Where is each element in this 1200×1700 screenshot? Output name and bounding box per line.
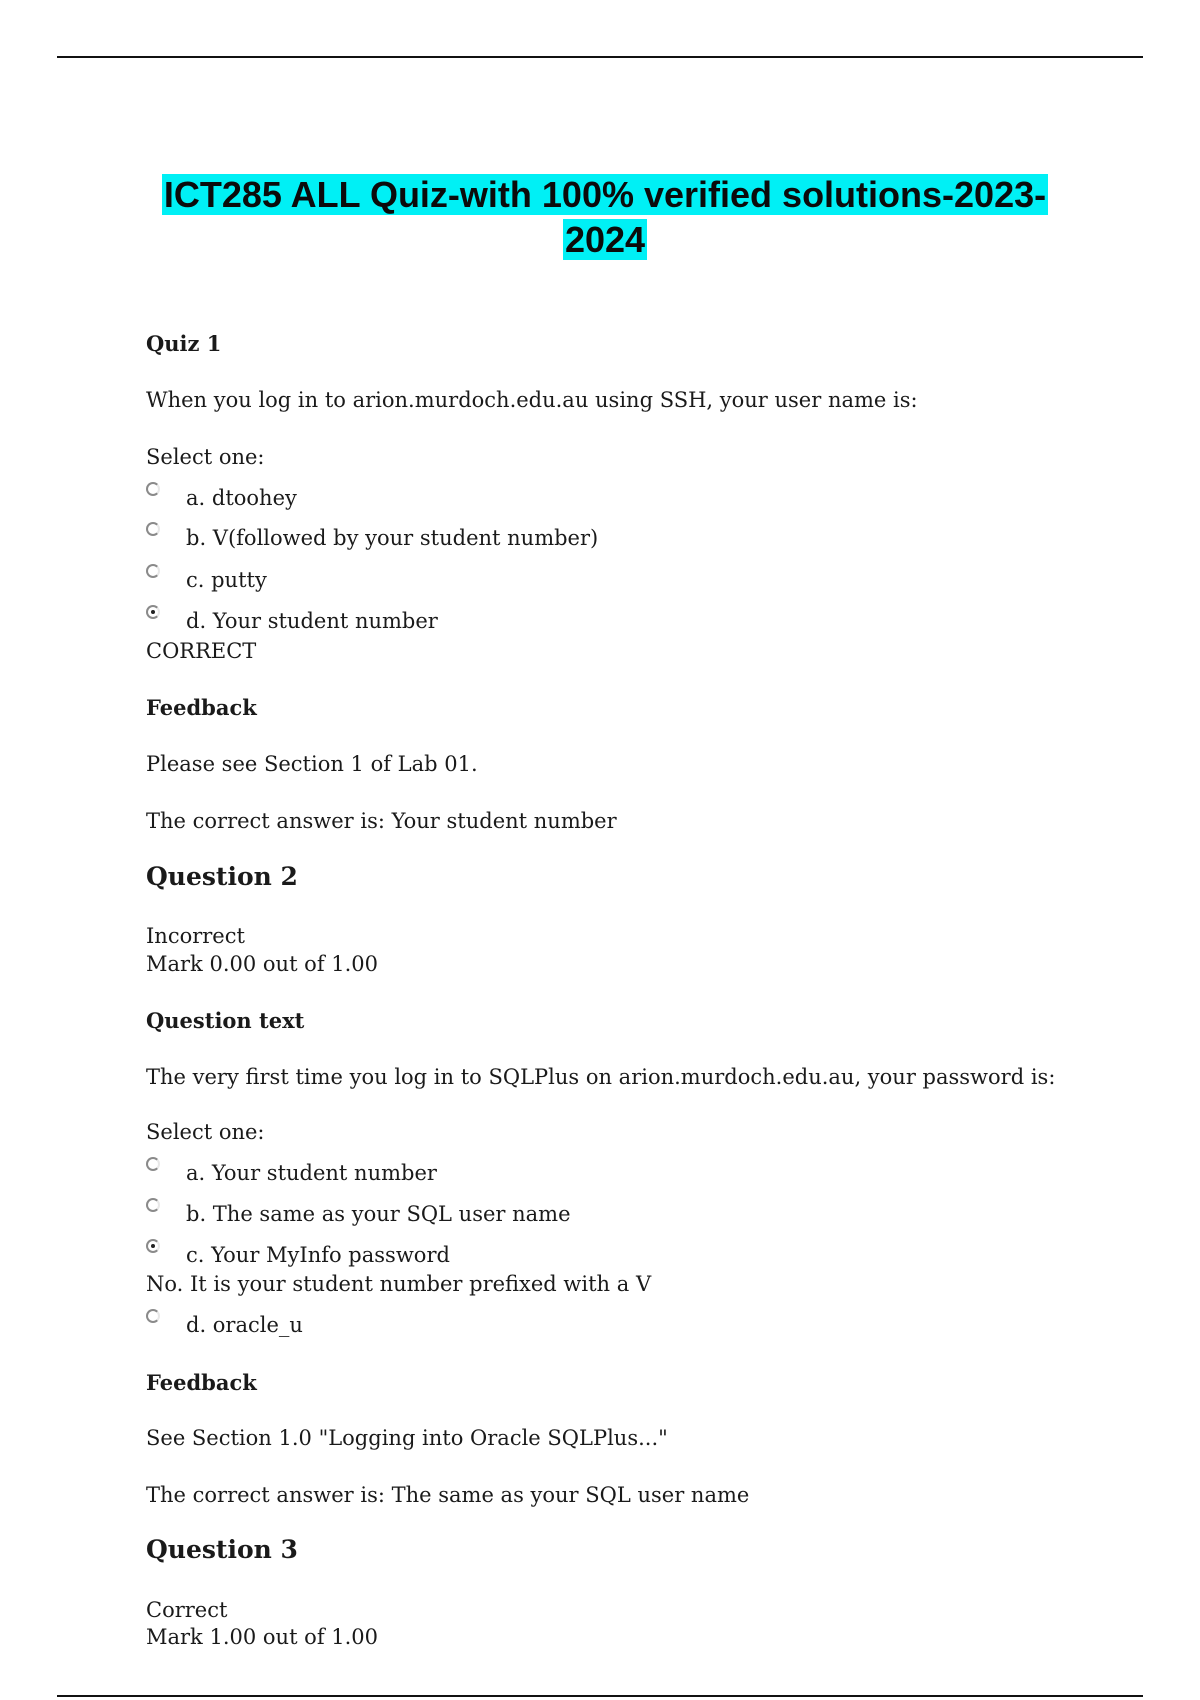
option-label: b. V(followed by your student number) (186, 526, 599, 550)
question3-mark: Mark 1.00 out of 1.00 (146, 1625, 379, 1649)
quiz1-option-c[interactable] (146, 564, 846, 594)
question2-correct-answer: The correct answer is: The same as your SQL user name (146, 1483, 750, 1507)
question2-mark: Mark 0.00 out of 1.00 (146, 952, 379, 976)
radio-unselected-icon[interactable] (146, 482, 160, 496)
question2-select-prompt: Select one: (146, 1120, 265, 1144)
quiz1-feedback-text: Please see Section 1 of Lab 01. (146, 752, 478, 776)
question2-option-a[interactable] (146, 1157, 846, 1187)
quiz1-option-b[interactable] (146, 522, 846, 552)
question2-feedback-heading: Feedback (146, 1370, 257, 1395)
quiz1-heading: Quiz 1 (146, 331, 222, 356)
radio-unselected-icon[interactable] (146, 564, 160, 578)
question2-option-c[interactable] (146, 1239, 846, 1269)
option-label: c. putty (186, 568, 267, 592)
radio-selected-icon[interactable] (146, 1239, 160, 1253)
question2-feedback-text: See Section 1.0 "Logging into Oracle SQLPlus..." (146, 1426, 668, 1450)
question3-heading: Question 3 (146, 1535, 298, 1564)
question3-status: Correct (146, 1598, 228, 1622)
radio-unselected-icon[interactable] (146, 1309, 160, 1323)
document-title (150, 172, 1060, 262)
quiz1-option-d[interactable] (146, 605, 846, 635)
quiz1-feedback-heading: Feedback (146, 695, 257, 720)
radio-unselected-icon[interactable] (146, 1198, 160, 1212)
quiz1-select-prompt: Select one: (146, 445, 265, 469)
question2-option-b[interactable] (146, 1198, 846, 1228)
option-label: a. Your student number (186, 1161, 437, 1185)
radio-selected-icon[interactable] (146, 605, 160, 619)
bottom-rule (57, 1695, 1143, 1697)
quiz1-option-a[interactable] (146, 482, 846, 512)
question2-option-note: No. It is your student number prefixed with a V (146, 1272, 652, 1296)
option-label: d. oracle_u (186, 1313, 303, 1337)
question2-status: Incorrect (146, 924, 245, 948)
option-label: d. Your student number (186, 609, 438, 633)
title-line-2: 2024 (564, 219, 646, 260)
option-label: b. The same as your SQL user name (186, 1202, 571, 1226)
radio-unselected-icon[interactable] (146, 522, 160, 536)
quiz1-question: When you log in to arion.murdoch.edu.au using SSH, your user name is: (146, 388, 918, 412)
option-label: a. dtoohey (186, 486, 297, 510)
quiz1-correct-answer: The correct answer is: Your student number (146, 809, 617, 833)
option-label: c. Your MyInfo password (186, 1243, 450, 1267)
title-line-1: ICT285 ALL Quiz-with 100% verified solutions-2023- (163, 174, 1047, 215)
question2-question: The very first time you log in to SQLPlus on arion.murdoch.edu.au, your password is: (146, 1065, 1056, 1089)
question2-text-heading: Question text (146, 1008, 305, 1033)
radio-unselected-icon[interactable] (146, 1157, 160, 1171)
question2-option-d[interactable] (146, 1309, 846, 1339)
question2-heading: Question 2 (146, 862, 298, 891)
top-rule (57, 56, 1143, 58)
quiz1-result: CORRECT (146, 639, 257, 663)
